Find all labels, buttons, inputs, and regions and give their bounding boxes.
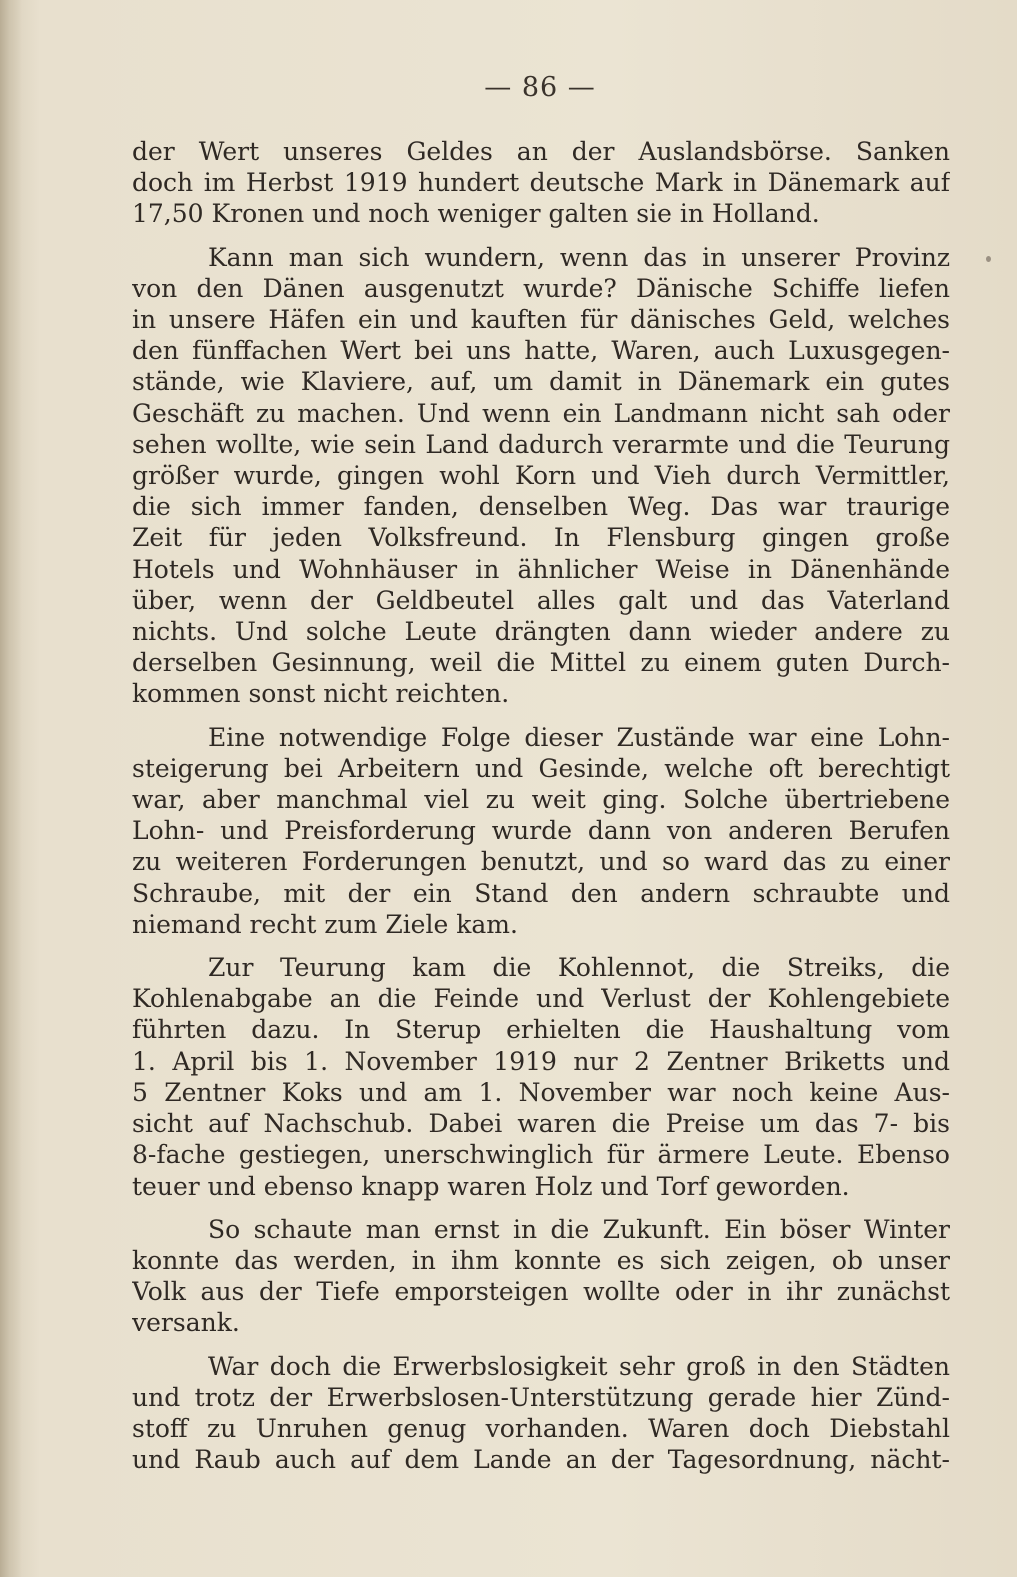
text-line: die sich immer fanden, denselben Weg. Das war traurige: [132, 492, 950, 522]
text-line: zu weiteren Forderungen benutzt, und so ward das zu einer: [132, 847, 950, 877]
page-number: — 86 —: [484, 72, 596, 103]
text-line: Hotels und Wohnhäuser in ähnlicher Weise in Dänenhände: [132, 554, 950, 584]
text-line: kommen sonst nicht reichten.: [132, 679, 510, 709]
text-line: Kann man sich wundern, wenn das in unserer Provinz: [208, 242, 950, 272]
text-line: über, wenn der Geldbeutel alles galt und das Vaterland: [132, 585, 950, 615]
paragraph-5: [132, 1214, 950, 1339]
text-line: War doch die Erwerbslosigkeit sehr groß in den Städten: [208, 1351, 950, 1381]
text-line: doch im Herbst 1919 hundert deutsche Mark in Dänemark auf: [132, 168, 950, 198]
text-line: und Raub auch auf dem Lande an der Tagesordnung, nächt-: [132, 1445, 950, 1475]
text-line: niemand recht zum Ziele kam.: [132, 909, 518, 939]
text-line: größer wurde, gingen wohl Korn und Vieh durch Vermittler,: [132, 461, 950, 491]
text-line: Geschäft zu machen. Und wenn ein Landmann nicht sah oder: [132, 398, 950, 428]
paragraph-1: [132, 136, 950, 230]
text-line: in unsere Häfen ein und kauften für dänisches Geld, welches: [132, 305, 950, 335]
text-line: und trotz der Erwerbslosen-Unterstützung gerade hier Zünd-: [132, 1382, 950, 1412]
paper-speck: [986, 256, 991, 262]
text-line: teuer und ebenso knapp waren Holz und Torf geworden.: [132, 1171, 850, 1201]
paragraph-2: [132, 242, 950, 710]
body-text: [132, 136, 950, 1487]
text-line: Zeit für jeden Volksfreund. In Flensburg gingen große: [132, 523, 950, 553]
text-line: war, aber manchmal viel zu weit ging. Solche übertriebene: [132, 785, 950, 815]
text-line: sicht auf Nachschub. Dabei waren die Preise um das 7- bis: [132, 1109, 950, 1139]
text-line: stände, wie Klaviere, auf, um damit in Dänemark ein gutes: [132, 367, 950, 397]
text-line: 1. April bis 1. November 1919 nur 2 Zentner Briketts und: [132, 1046, 950, 1076]
page-gutter: [0, 0, 22, 1577]
text-line: 8-fache gestiegen, unerschwinglich für ärmere Leute. Ebenso: [132, 1140, 950, 1170]
text-line: den fünffachen Wert bei uns hatte, Waren, auch Luxusgegen-: [132, 336, 950, 366]
paragraph-6: [132, 1351, 950, 1476]
text-line: Eine notwendige Folge dieser Zustände war eine Lohn-: [208, 722, 950, 752]
text-line: Schraube, mit der ein Stand den andern schraubte und: [132, 878, 950, 908]
text-line: So schaute man ernst in die Zukunft. Ein böser Winter: [208, 1214, 950, 1244]
paragraph-3: [132, 722, 950, 940]
text-line: versank.: [132, 1308, 240, 1338]
text-line: sehen wollte, wie sein Land dadurch verarmte und die Teurung: [132, 429, 950, 459]
text-line: Lohn- und Preisforderung wurde dann von anderen Berufen: [132, 816, 950, 846]
text-line: derselben Gesinnung, weil die Mittel zu einem guten Durch-: [132, 648, 950, 678]
text-line: nichts. Und solche Leute drängten dann wieder andere zu: [132, 617, 950, 647]
paragraph-4: [132, 952, 950, 1202]
text-line: Kohlenabgabe an die Feinde und Verlust der Kohlengebiete: [132, 984, 950, 1014]
text-line: konnte das werden, in ihm konnte es sich zeigen, ob unser: [132, 1245, 950, 1275]
text-line: 5 Zentner Koks und am 1. November war noch keine Aus-: [132, 1077, 950, 1107]
text-line: steigerung bei Arbeitern und Gesinde, welche oft berechtigt: [132, 753, 950, 783]
text-line: von den Dänen ausgenutzt wurde? Dänische Schiffe liefen: [132, 273, 950, 303]
text-line: Zur Teurung kam die Kohlennot, die Streiks, die: [208, 953, 950, 983]
text-line: stoff zu Unruhen genug vorhanden. Waren doch Diebstahl: [132, 1413, 950, 1443]
text-line: der Wert unseres Geldes an der Auslandsbörse. Sanken: [132, 137, 950, 166]
text-line: Volk aus der Tiefe emporsteigen wollte oder in ihr zunächst: [132, 1277, 950, 1307]
text-line: 17,50 Kronen und noch weniger galten sie in Holland.: [132, 199, 820, 229]
text-line: führten dazu. In Sterup erhielten die Haushaltung vom: [132, 1015, 950, 1045]
